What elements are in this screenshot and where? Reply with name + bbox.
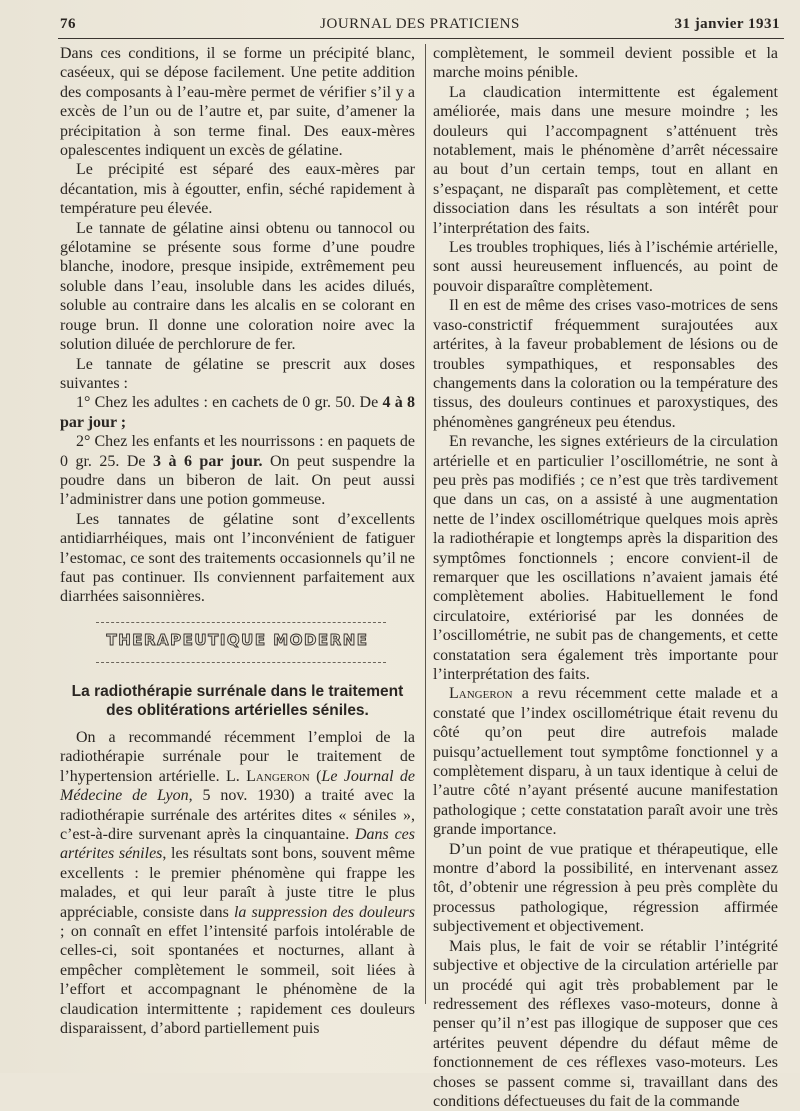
left-column-article [60,728,415,1039]
intro-text: , les résultats sont bons, souvent même excellents : le premier phénomène qui frappe les malades, et qui leur paraît à juste titre le plus appréciable, consiste dans [60,845,415,921]
emphasis: Dans ces artérites séniles [60,826,415,863]
section-heading [60,612,415,672]
paragraph: Les troubles trophiques, liés à l’ischémie artérielle, sont aussi heureusement influencés, au point de pouvoir disparaître complètement. [433,239,778,295]
dose-children-text: 2° Chez les enfants et les nourrissons : en paquets de 0 gr. 25. De [60,433,415,470]
paragraph: Le précipité est séparé des eaux-mères par décantation, mis à égoutter, enfin, séché rapidement à température peu élevée. [60,161,415,218]
paragraph: complètement, le sommeil devient possible et la marche moins pénible. [433,45,778,82]
right-column [433,44,778,1111]
paragraph: Les tannates de gélatine sont d’excellents antidiarrhéiques, mais ont l’inconvénient de fatiguer l’estomac, ce sont des traitements occasionnels qu’il ne faut pas continuer. Ils conviennent parfaitement aux diarrhées saisonnières. [60,510,415,606]
journal-title: JOURNAL DES PRATICIENS [320,16,520,32]
paragraph: Dans ces conditions, il se forme un précipité blanc, caséeux, qui se dépose facilement. Une petite addition des composants à l’eau-mère permet de vérifier s’il y a excès de l’un ou de l’autre et, par suite, d’amener la précipitation à son terme final. Des eaux-mères opalescentes indiquent un excès de gélatine. [60,45,415,160]
article-title: La radiothérapie surrénale dans le traitement des oblitérations artérielles séniles. [71,683,404,719]
paragraph: Mais plus, le fait de voir se rétablir l’intégrité subjective et objective de la circulation artérielle par un procédé qui agit très probablement par le redressement des réflexes vaso-moteurs, donne à penser qu’il n’est pas illogique de supposer que ces artérites peuvent dépendre du défaut même de fonctionnement de ces réflexes vaso-moteurs. Les choses se passent comme si, travaillant dans des conditions défectueuses du fait de la commande [433,937,778,1110]
intro-text: On a recommandé récemment l’emploi de la radiothérapie surrénale pour le traitement de l’hypertension artérielle. L. [60,729,415,785]
intro-text: ( [316,767,322,785]
dose-children [60,432,415,510]
dose-children-emph: 3 à 6 par jour. [153,452,263,470]
header-rule [58,38,784,39]
intro-text: ; on connaît en effet l’intensité parfois intolérable de celles-ci, soit spontanées et nocturnes, allant à empêcher complètement le sommeil, soit liées à l’effort et accompagnant le phénomène de la claudication intermittente ; rapidement ces douleurs disparaissent, d’abord partiellement puis [60,923,415,1038]
paragraph: Le tannate de gélatine ainsi obtenu ou tannocol ou gélotamine se présente sous forme d’une poudre blanche, inodore, presque insipide, extrêmement peu soluble dans l’eau, insoluble dans les acides dilués, soluble au contraire dans les alcalis en se colorant en rouge brun. Il donne une coloration noire avec la solution diluée de perchlorure de fer. [60,219,415,354]
paragraph: En revanche, les signes extérieurs de la circulation artérielle et en particulier l’oscillométrie, ne sont à peu près pas modifiés ; ce n’est que très tardivement que dans un cas, on a assisté à une augmentation nette de l’index oscillométrique quelques mois après la radiothérapie et longtemps après la disparition des symptômes fonctionnels ; encore convient-il de remarquer que les oscillations n’avaient jamais été complètement abolies. Habituellement le fond circulatoire, extériorisé par les données de l’oscillométrie, ne subit pas de changements, et cette constatation sera également très importante pour l’interprétation des faits. [433,433,778,683]
paragraph: D’un point de vue pratique et thérapeutique, elle montre d’abord la possibilité, en intervenant assez tôt, d’obtenir une régression à peu près complète du processus pathologique, régression affirmée subjectivement et objectivement. [433,840,778,936]
langeron-paragraph [433,684,778,839]
section-title: THERAPEUTIQUE MODERNE [106,631,369,649]
heading-rule-top [96,622,386,623]
page-number: 76 [60,16,76,32]
author-name: Langeron [246,767,310,785]
article-intro [60,728,415,1039]
journal-reference: Le Journal de Médecine de Lyon [60,767,416,805]
author-name: Langeron [449,685,513,703]
dose-adults [60,393,415,432]
dose-adults-emph: 4 à 8 par jour ; [60,394,416,431]
intro-text: , 5 nov. 1930) a traité avec la radiothérapie surrénale des artérites dites « séniles », c’est-à-dire survenant après la cinquantaine. [60,787,416,844]
column-divider [425,44,426,1004]
paragraph: Il en est de même des crises vaso-motrices de sens vaso-constrictif fréquemment surajoutées aux artérites, à la faveur probablement de lésions ou de troubles sympathiques, et responsables des changements dans la coloration ou la température des tissus, des douleurs continues et paroxystiques, des phénomènes gangréneux peu étendus. [433,297,778,431]
paragraph: Le tannate de gélatine se prescrit aux doses suivantes : [60,355,415,392]
paragraph-text: a revu récemment cette malade et a constaté que l’index oscillométrique était revenu du côté qu’on peut dire autrefois malade puisqu’actuellement tout symptôme fonctionnel y a complètement disparu, à un taux identique à celui de l’autre côté n’ayant présenté aucune manifestation pathologique ; cette constatation paraît avoir une très grande importance. [433,685,779,839]
emphasis: la suppression des douleurs [233,903,415,921]
left-column-top [60,44,415,607]
heading-rule-bottom [96,662,386,663]
dose-children-suffix: On peut suspendre la poudre dans un biberon de lait. On peut aussi l’administrer dans une potion gommeuse. [60,452,416,509]
issue-date: 31 janvier 1931 [674,16,780,32]
page-header [60,14,780,36]
paragraph: La claudication intermittente est également améliorée, mais dans une mesure moindre ; les douleurs qui l’accompagnent s’atténuent très notablement, mais le phénomène d’arrêt nécessaire au bout d’un certain temps, tout en allant en s’espaçant, ne disparaît pas complètement, et cette dissociation dans les résultats a son intérêt pour l’interprétation des faits. [433,83,778,237]
dose-adults-text: 1° Chez les adultes : en cachets de 0 gr. 50. De [76,394,379,412]
